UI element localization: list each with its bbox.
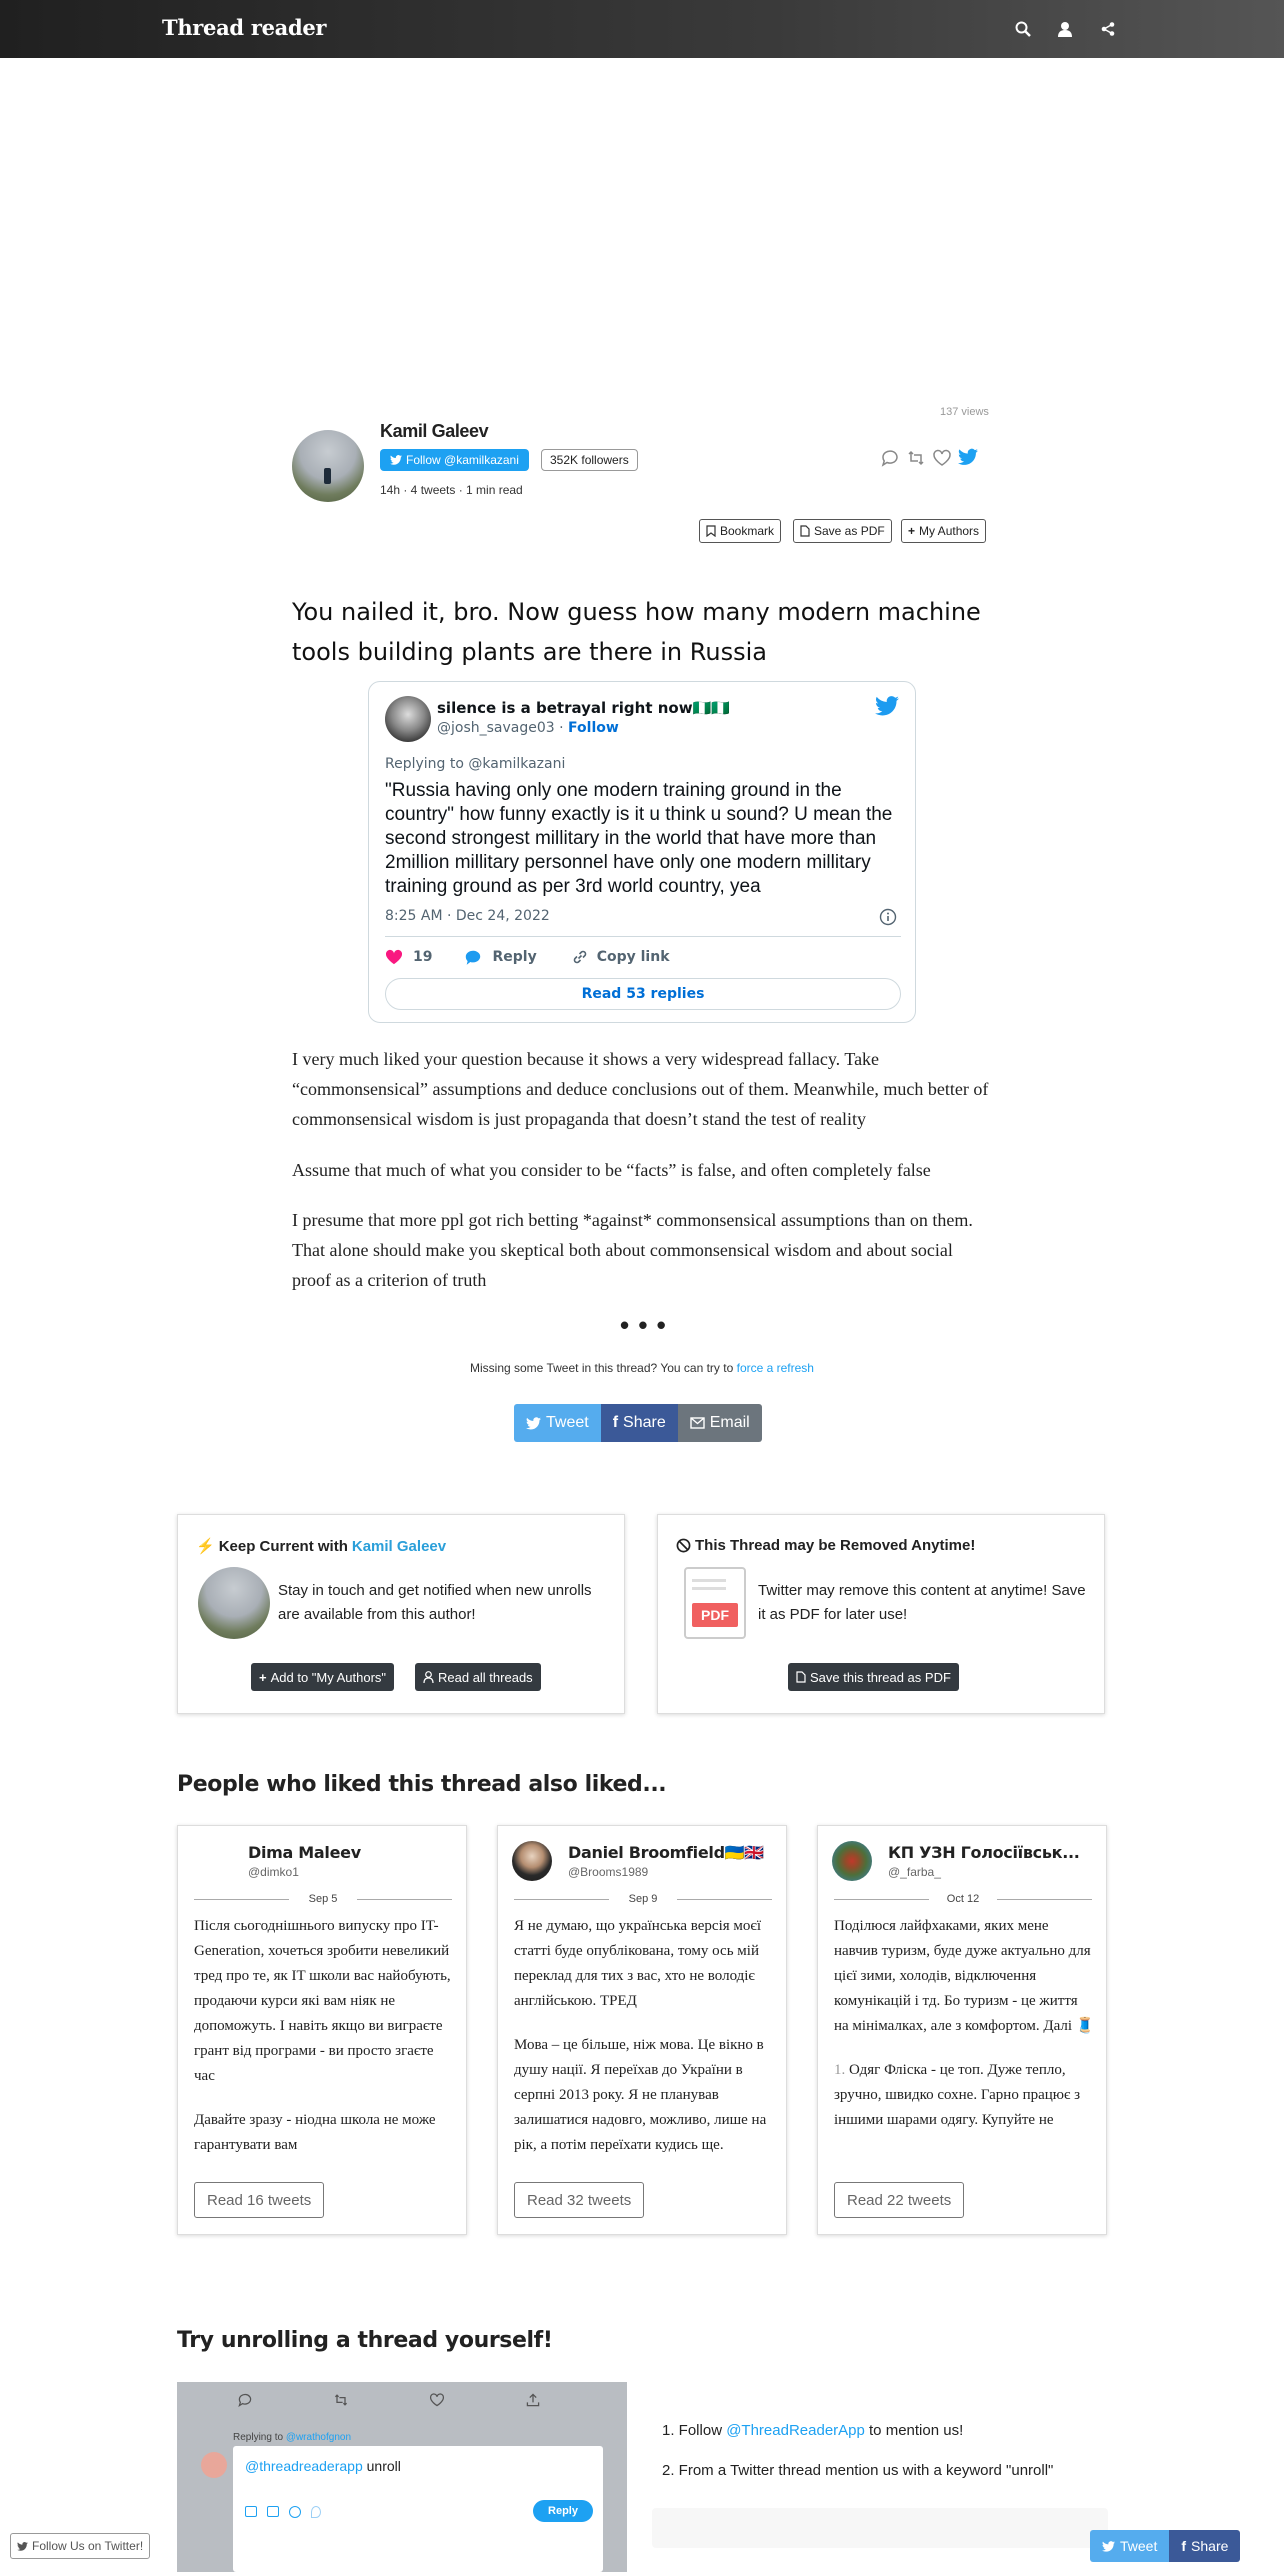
search-icon[interactable]: [1012, 18, 1034, 40]
facebook-icon: f: [1181, 2538, 1187, 2554]
plus-icon: +: [908, 524, 916, 538]
removal-warning-text: This Thread may be Removed Anytime!: [695, 1537, 976, 1554]
view-count: 137 views: [940, 406, 989, 418]
heart-icon[interactable]: [385, 949, 403, 965]
unroll-step-2: 2. From a Twitter thread mention us with a keyword "unroll": [662, 2462, 1054, 2479]
email-share-button[interactable]: [678, 1404, 762, 1442]
related-thread-text: Мова – це більше, ніж мова. Це вікно в душу нації. Я переїхав до України в серпні 2013 року. Я не планував залишатися надовго, можливо, лише на рік, а потім переїхати кудись ще.: [514, 2037, 767, 2153]
also-liked-heading: People who liked this thread also liked...: [177, 1772, 667, 1797]
embed-follow-link[interactable]: Follow: [568, 720, 619, 736]
embed-body: "Russia having only one modern training ground in the country" how funny exactly is it u think u sound? U mean the second strongest millitary in the world that have more than 2million millitary personnel have only one modern millitary training ground as per 3rd world country, yea: [385, 780, 893, 897]
step1-suffix: to mention us!: [869, 2422, 964, 2439]
example-replying-text: Replying to: [233, 2432, 284, 2443]
link-icon[interactable]: [571, 948, 589, 966]
read-tweets-button[interactable]: Read 32 tweets: [514, 2182, 644, 2218]
save-thread-pdf-label: Save this thread as PDF: [810, 1669, 951, 1685]
example-avatar: [201, 2452, 227, 2478]
related-thread-preview: [514, 1914, 776, 2177]
facebook-share-button[interactable]: [601, 1404, 678, 1442]
footer-share-button[interactable]: [1169, 2530, 1240, 2562]
keep-current-avatar[interactable]: [198, 1567, 270, 1639]
related-thread-text: Давайте зразу - ніодна школа не може гарантувати вам: [194, 2112, 436, 2153]
try-unroll-heading: Try unrolling a thread yourself!: [177, 2328, 553, 2353]
like-icon: [429, 2392, 445, 2408]
share-buttons: [514, 1404, 762, 1442]
author-avatar[interactable]: [292, 430, 364, 502]
tweet-actions: [880, 448, 978, 468]
read-replies-button[interactable]: Read 53 replies: [385, 978, 901, 1010]
gif-icon: [267, 2506, 279, 2517]
follow-author-button[interactable]: [380, 449, 529, 471]
missing-text: Missing some Tweet in this thread? You can try to: [470, 1361, 734, 1375]
read-tweets-button[interactable]: Read 16 tweets: [194, 2182, 324, 2218]
example-replying: [233, 2432, 351, 2443]
follow-author-label: Follow @kamilkazani: [406, 453, 519, 467]
info-icon[interactable]: [879, 908, 897, 926]
followers-count[interactable]: 352K followers: [541, 449, 638, 471]
thread-paragraph: Assume that much of what you consider to be “facts” is false, and often completely false: [292, 1160, 931, 1180]
force-refresh-link[interactable]: force a refresh: [736, 1361, 814, 1375]
embed-replying-to: Replying to @kamilkazani: [385, 756, 566, 772]
related-author-avatar[interactable]: [512, 1841, 552, 1881]
embed-divider: [385, 936, 901, 937]
related-thread-text: Після сьогоднішнього випуску про IT-Generation, хочеться зробити невеликий тред про те, як IT школи вас найобують, продаючи курси які вам ніяк не допоможуть. І навіть якщо ви виграєте грант від програми - ви просто згаєте час: [194, 1918, 451, 2084]
envelope-icon: [690, 1417, 705, 1429]
like-icon[interactable]: [932, 448, 952, 468]
thread-paragraph: I presume that more ppl got rich betting *against* commonsensical assumptions than on them. That alone should make you skeptical both about commonsensical wisdom and about social proof as a criterion of truth: [292, 1210, 973, 1290]
my-authors-button[interactable]: [901, 519, 986, 543]
location-icon: [311, 2506, 321, 2518]
bolt-icon: ⚡: [196, 1538, 215, 1555]
keep-current-card: [177, 1514, 625, 1714]
follow-us-label: Follow Us on Twitter!: [32, 2539, 144, 2553]
keep-current-body: Stay in touch and get notified when new unrolls are available from this author!: [278, 1582, 592, 1623]
related-thread-text: Одяг Фліска - це топ. Дуже тепло, зручно, швидко сохне. Гарно працює з іншими шарами одягу. Купуйте не: [834, 2062, 1081, 2128]
facebook-share-label: Share: [623, 1414, 666, 1431]
keep-current-title: [196, 1537, 446, 1555]
my-authors-label: My Authors: [919, 524, 980, 538]
pdf-file-icon: [684, 1567, 746, 1639]
embed-handle-line: @josh_savage03 · Follow: [437, 720, 619, 736]
related-author-handle[interactable]: @Brooms1989: [568, 1865, 649, 1879]
tweet-number: 1.: [834, 2062, 846, 2078]
top-navbar: [0, 0, 1284, 58]
footer-share-label: Share: [1191, 2538, 1229, 2554]
reply-icon[interactable]: [880, 448, 900, 468]
read-tweets-button[interactable]: Read 22 tweets: [834, 2182, 964, 2218]
thread-meta: 14h · 4 tweets · 1 min read: [380, 483, 523, 497]
related-author-name[interactable]: Dima Maleev: [248, 1843, 361, 1862]
follow-us-twitter-button[interactable]: [10, 2533, 150, 2559]
site-logo[interactable]: Thread reader: [162, 15, 327, 40]
ban-icon: [676, 1538, 691, 1553]
twitter-bird-icon: [390, 455, 402, 465]
unroll-example-image: [177, 2382, 627, 2572]
add-to-my-authors-label: Add to "My Authors": [270, 1669, 387, 1685]
related-thread-date: Oct 12: [834, 1893, 1092, 1905]
related-thread-card[interactable]: [497, 1825, 787, 2235]
embed-timestamp[interactable]: 8:25 AM · Dec 24, 2022: [385, 908, 550, 924]
save-pdf-button[interactable]: [793, 519, 892, 543]
related-thread-text-numbered: [834, 2058, 1096, 2133]
related-thread-preview: [834, 1914, 1096, 2152]
retweet-icon[interactable]: [906, 448, 926, 468]
embedded-tweet[interactable]: [368, 681, 916, 1023]
twitter-bird-icon: [1102, 2541, 1115, 2552]
thread-paragraph: I very much liked your question because it shows a very widespread fallacy. Take “commonsensical” assumptions and deduce conclusions out of them. Meanwhile, much better of commonsensical wisdom is just propaganda that doesn’t stand the test of reality: [292, 1049, 989, 1129]
copy-link[interactable]: Copy link: [596, 949, 670, 965]
facebook-icon: f: [612, 1414, 619, 1431]
example-reply-button: Reply: [533, 2500, 593, 2522]
embed-avatar[interactable]: [385, 696, 431, 742]
save-thread-pdf-button[interactable]: [788, 1663, 959, 1691]
related-thread-text: Поділюся лайфхаками, яких мене навчив туризм, буде дуже актуально для цієї зими, холодів, відключення комунікацій і тд. Бо туризм - це життя на мінімалках, але з комфортом. Далі 🧵: [834, 1918, 1095, 2034]
threadreaderapp-link[interactable]: @ThreadReaderApp: [726, 2422, 865, 2439]
example-action-row: [177, 2382, 627, 2418]
add-to-my-authors-button[interactable]: [251, 1663, 394, 1691]
bookmark-button[interactable]: [699, 519, 781, 543]
footer-share-buttons: [1090, 2530, 1240, 2562]
twitter-icon[interactable]: [958, 448, 978, 466]
twitter-bird-icon: [526, 1417, 541, 1430]
file-pdf-icon: [800, 525, 810, 537]
embed-stats: [385, 948, 670, 966]
removal-warning-card: [657, 1514, 1105, 1714]
upload-icon: [525, 2392, 541, 2408]
removal-warning-body: Twitter may remove this content at anytime! Save it as PDF for later use!: [758, 1582, 1086, 1623]
related-thread-preview: [194, 1914, 456, 2177]
read-all-threads-button[interactable]: [415, 1663, 541, 1691]
share-icon[interactable]: [1097, 18, 1119, 40]
example-compose-text: [245, 2458, 401, 2474]
thread-first-tweet: You nailed it, bro. Now guess how many modern machine tools building plants are there in Russia: [292, 598, 981, 666]
example-replying-handle: @wrathofgnon: [285, 2432, 352, 2443]
footer-tweet-label: Tweet: [1120, 2538, 1158, 2554]
image-icon: [245, 2506, 257, 2517]
keep-current-prefix: Keep Current with: [218, 1537, 348, 1555]
related-thread-text: Я не думаю, що українська версія моєї статті буде опублікована, тому ось мій переклад для тих з вас, хто не володіє англійською. ТРЕД: [514, 1918, 762, 2009]
unroll-step-1: [662, 2422, 963, 2439]
unroll-example-code: [652, 2508, 1108, 2548]
example-compose-box: [233, 2446, 603, 2572]
related-author-avatar[interactable]: [192, 1841, 232, 1881]
example-media-icons: [245, 2506, 321, 2518]
like-count: 19: [413, 949, 433, 965]
related-thread-date: Sep 5: [194, 1893, 452, 1905]
related-author-name[interactable]: КП УЗН Голосіївськ...: [888, 1843, 1080, 1862]
embed-author-handle[interactable]: @josh_savage03: [437, 720, 555, 736]
file-pdf-icon: [796, 1671, 806, 1683]
plus-icon: +: [259, 1669, 267, 1685]
embed-reply-link[interactable]: Reply: [492, 949, 537, 965]
embed-author-name[interactable]: silence is a betrayal right now🇳🇬🇳🇬: [437, 699, 730, 717]
related-thread-card[interactable]: [177, 1825, 467, 2235]
tweet-share-button[interactable]: [514, 1404, 601, 1442]
removal-warning-title: [676, 1537, 975, 1554]
related-author-avatar[interactable]: [832, 1841, 872, 1881]
keep-current-author-link[interactable]: Kamil Galeev: [351, 1537, 447, 1555]
read-all-threads-label: Read all threads: [438, 1669, 533, 1685]
bookmark-icon: [706, 525, 716, 537]
example-compose-handle: @threadreaderapp: [245, 2458, 363, 2474]
related-author-name[interactable]: Daniel Broomfield🇺🇦🇬🇧: [568, 1843, 764, 1862]
reply-icon: [237, 2392, 253, 2408]
related-author-handle[interactable]: @_farba_: [888, 1865, 941, 1879]
twitter-bird-icon: [17, 2542, 28, 2551]
pdf-badge: PDF: [692, 1603, 738, 1627]
tweet-share-label: Tweet: [546, 1414, 589, 1431]
save-pdf-label: Save as PDF: [814, 524, 885, 538]
related-author-handle[interactable]: @dimko1: [248, 1865, 299, 1879]
retweet-icon: [333, 2392, 349, 2408]
thread-end-ellipsis: • • •: [620, 1310, 667, 1340]
step1-prefix: 1. Follow: [662, 2422, 723, 2439]
bookmark-label: Bookmark: [720, 524, 775, 538]
user-icon: [423, 1671, 434, 1683]
footer-tweet-button[interactable]: [1090, 2530, 1169, 2562]
example-compose-word: unroll: [366, 2458, 401, 2474]
related-thread-card[interactable]: [817, 1825, 1107, 2235]
user-icon[interactable]: [1054, 18, 1076, 40]
embed-twitter-icon[interactable]: [875, 696, 899, 716]
emoji-icon: [289, 2506, 301, 2518]
author-name[interactable]: Kamil Galeev: [380, 421, 489, 441]
reply-bubble-icon[interactable]: [464, 949, 482, 966]
related-thread-date: Sep 9: [514, 1893, 772, 1905]
missing-tweet-notice: [0, 1361, 1284, 1375]
email-share-label: Email: [709, 1414, 750, 1431]
